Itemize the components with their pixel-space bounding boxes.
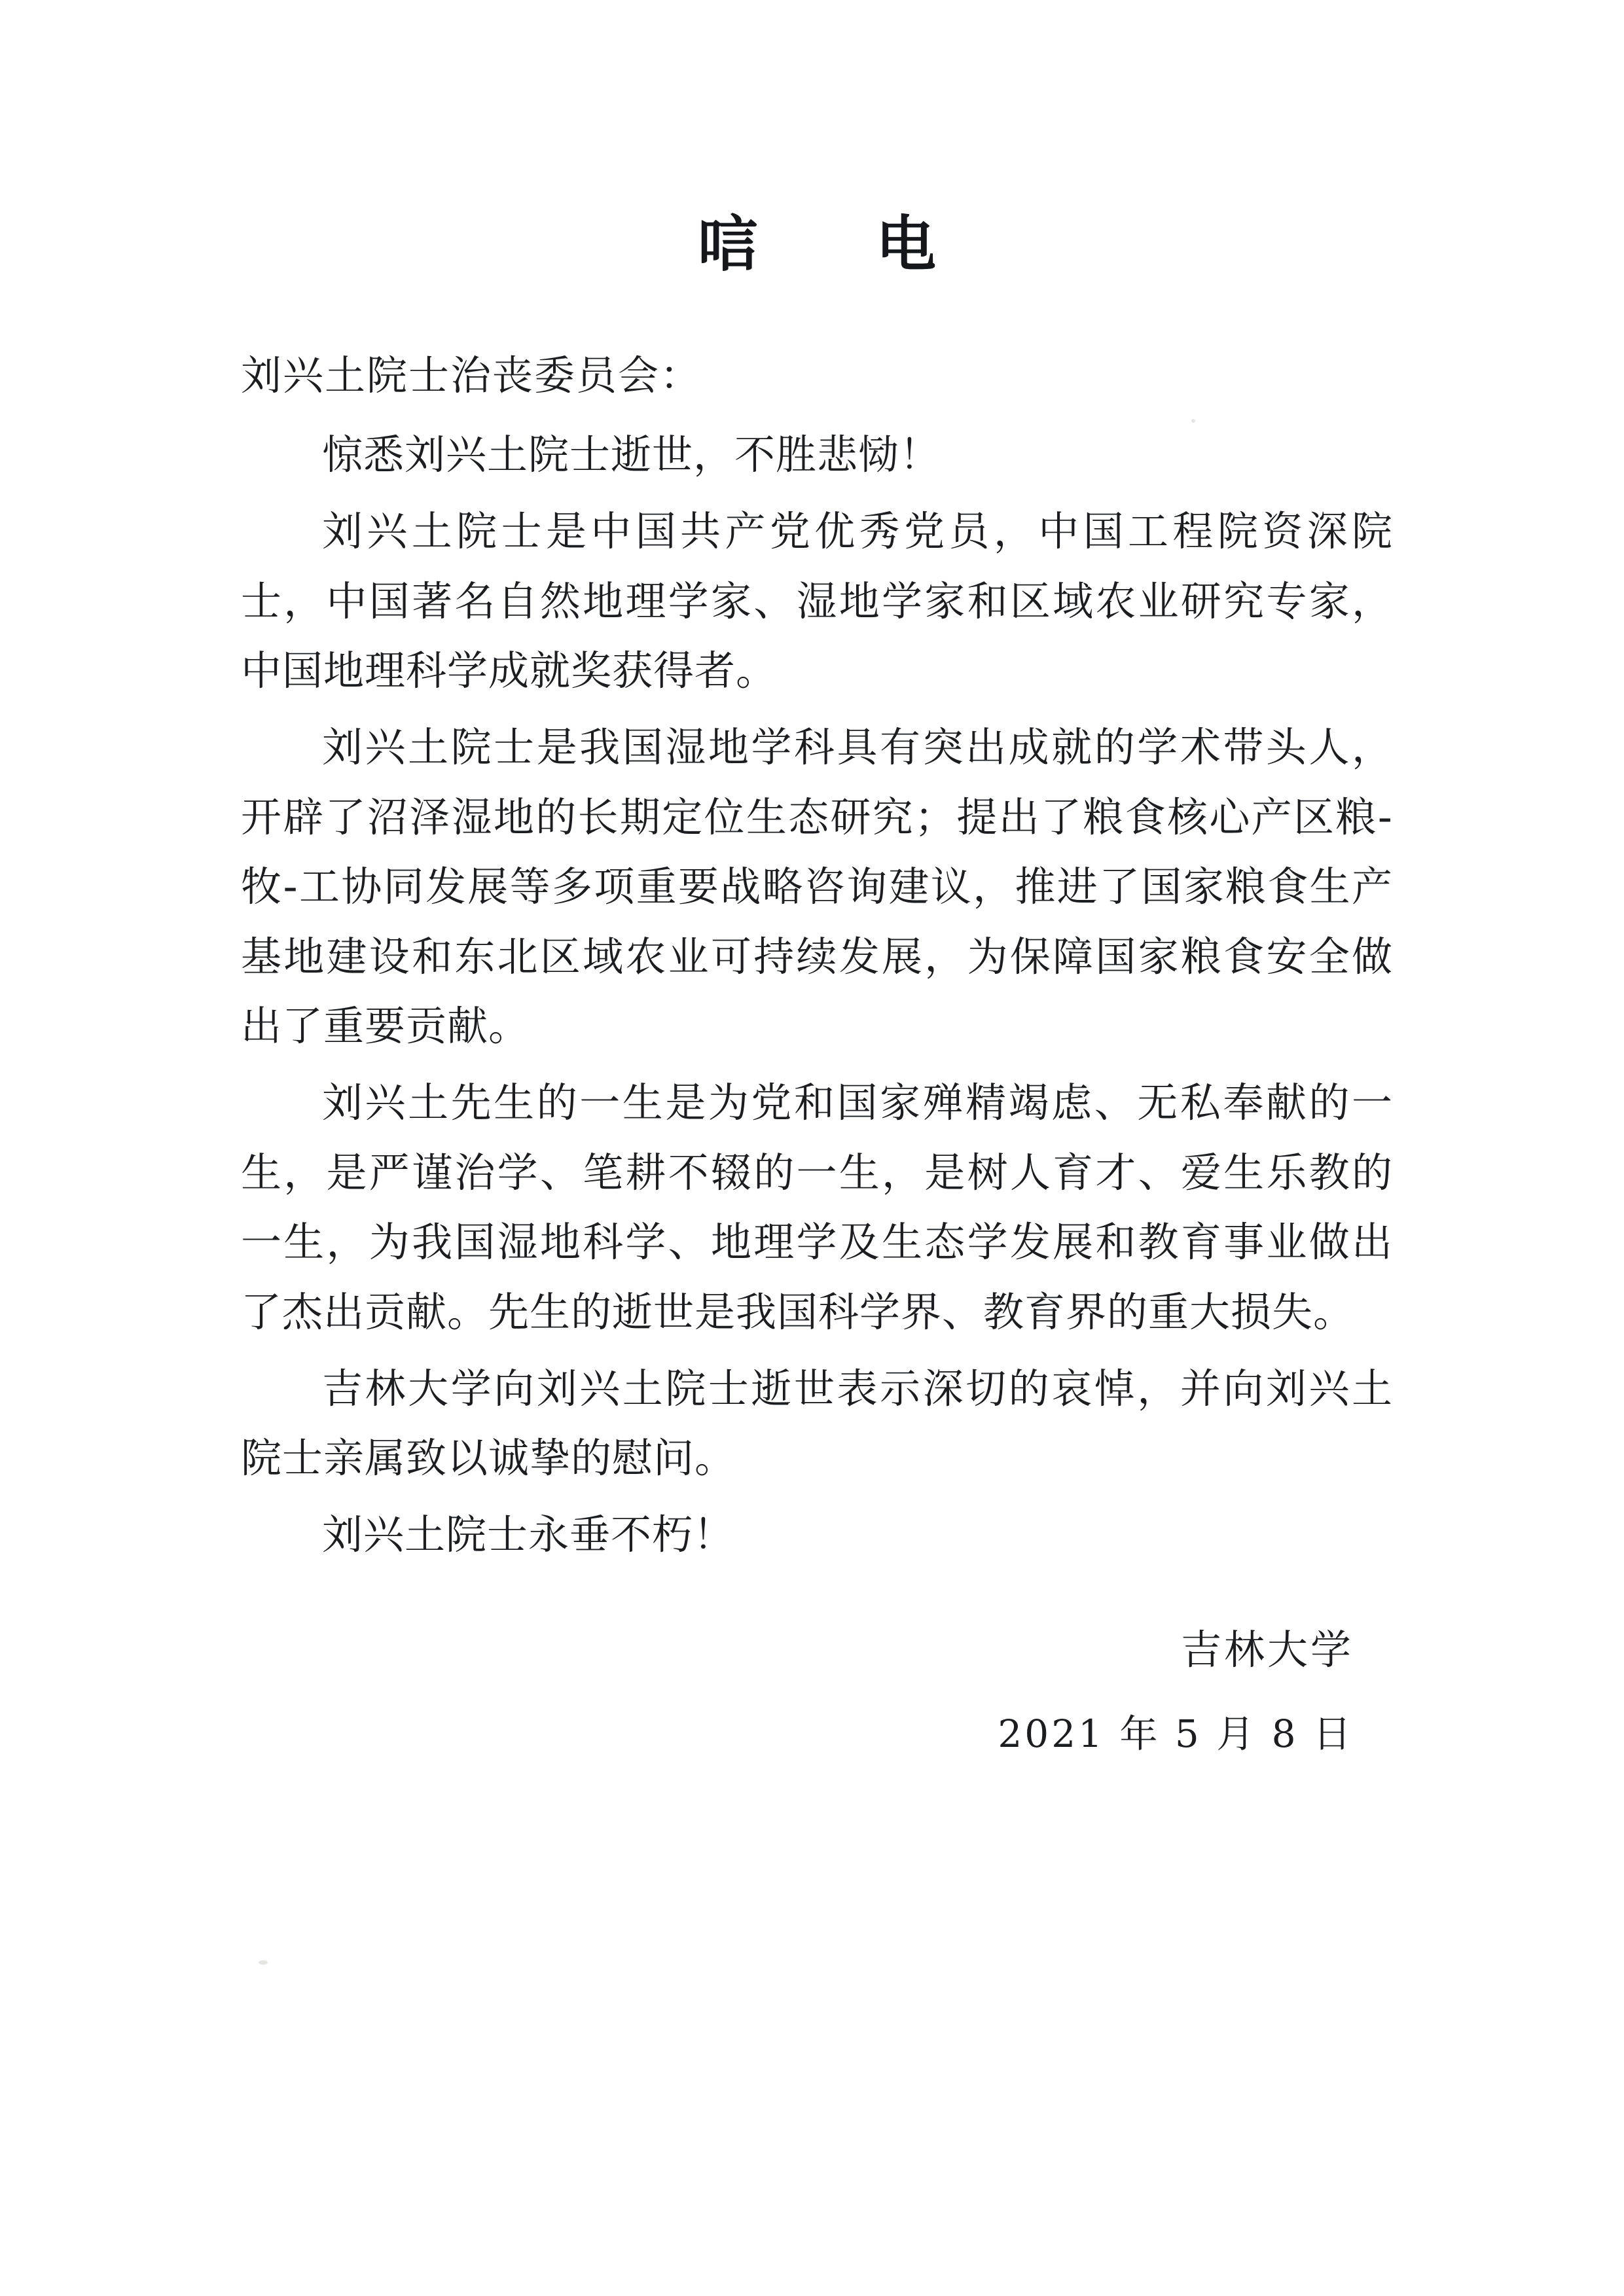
document-body bbox=[241, 196, 1393, 1766]
body-paragraph: 吉林大学向刘兴土院士逝世表示深切的哀悼，并向刘兴土院士亲属致以诚挚的慰问。 bbox=[241, 1364, 1393, 1482]
signature-organization: 吉林大学 bbox=[1180, 1626, 1354, 1674]
body-paragraph: 惊悉刘兴土院士逝世，不胜悲恸！ bbox=[322, 431, 941, 479]
signature-block bbox=[241, 1615, 1393, 1766]
body-paragraph: 刘兴土院士是中国共产党优秀党员，中国工程院资深院士，中国著名自然地理学家、湿地学家和区域农业研究专家，中国地理科学成就奖获得者。 bbox=[241, 507, 1393, 695]
signature-date: 2021 年 5 月 8 日 bbox=[998, 1711, 1354, 1756]
body-paragraph: 刘兴土先生的一生是为党和国家殚精竭虑、无私奉献的一生，是严谨治学、笔耕不辍的一生，是树人育才、爱生乐教的一生，为我国湿地科学、地理学及生态学发展和教育事业做出了杰出贡献。先生的逝世是我国科学界、教育界的重大损失。 bbox=[241, 1079, 1393, 1336]
paper-speck bbox=[259, 1960, 268, 1965]
page-title: 唁 电 bbox=[697, 209, 965, 279]
addressee-line: 刘兴土院士治丧委员会： bbox=[241, 351, 702, 399]
body-paragraph: 刘兴土院士是我国湿地学科具有突出成就的学术带头人，开辟了沼泽湿地的长期定位生态研究；提出了粮食核心产区粮-牧-工协同发展等多项重要战略咨询建议，推进了国家粮食生产基地建设和东北区域农业可持续发展，为保障国家粮食安全做出了重要贡献。 bbox=[241, 723, 1393, 1050]
body-paragraph: 刘兴土院士永垂不朽！ bbox=[322, 1510, 735, 1558]
